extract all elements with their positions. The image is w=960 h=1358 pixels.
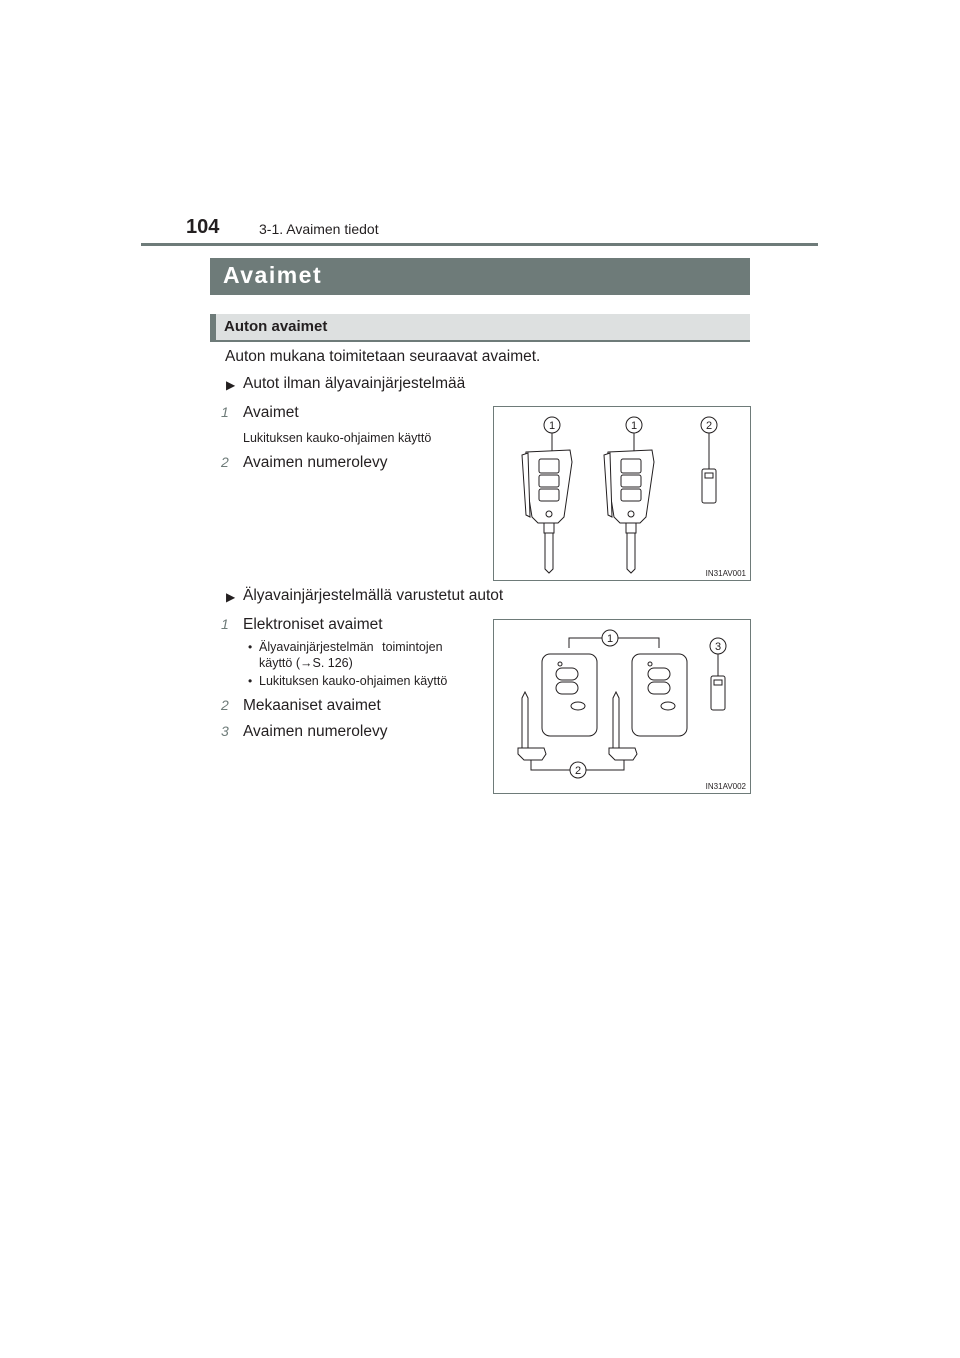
bullet-text: käyttö (→S. 126) <box>259 656 353 670</box>
page-number: 104 <box>186 216 220 238</box>
group1-heading: Autot ilman älyavainjärjestelmää <box>243 375 466 392</box>
figure-keys-smart <box>493 619 751 794</box>
figure-code: IN31AV002 <box>705 782 746 791</box>
section-label: 3-1. Avaimen tiedot <box>259 221 379 237</box>
figure-keys-standard <box>493 406 751 581</box>
item-label: Avaimet <box>243 404 299 421</box>
header-rule <box>141 243 818 246</box>
intro-text: Auton mukana toimitetaan seuraavat avaimet. <box>225 348 541 365</box>
item-label: Elektroniset avaimet <box>243 616 383 633</box>
smart-keys-illustration <box>494 620 750 793</box>
page-title: Avaimet <box>223 262 323 288</box>
item-number: 2 <box>221 697 229 713</box>
group2-heading: Älyavainjärjestelmällä varustetut autot <box>243 587 504 604</box>
callout-label: 2 <box>574 765 582 777</box>
triangle-bullet-icon: ▶ <box>226 590 236 604</box>
figure-code: IN31AV001 <box>705 569 746 578</box>
bullet-dot-icon: • <box>248 640 253 654</box>
bullet-text: Lukituksen kauko-ohjaimen käyttö <box>259 674 448 688</box>
keys-illustration <box>494 407 750 580</box>
item-number: 1 <box>221 404 229 420</box>
item-number: 1 <box>221 616 229 632</box>
item-number: 2 <box>221 454 229 470</box>
callout-label: 1 <box>630 420 638 432</box>
callout-label: 2 <box>705 420 713 432</box>
item-label: Avaimen numerolevy <box>243 454 388 471</box>
triangle-bullet-icon: ▶ <box>226 378 236 392</box>
item-note: Lukituksen kauko-ohjaimen käyttö <box>243 431 432 445</box>
item-label: Avaimen numerolevy <box>243 723 388 740</box>
subsection-bar <box>210 314 750 342</box>
callout-label: 1 <box>548 420 556 432</box>
subsection-title: Auton avaimet <box>224 318 328 335</box>
callout-label: 3 <box>714 641 722 653</box>
bullet-dot-icon: • <box>248 674 253 688</box>
callout-label: 1 <box>606 633 614 645</box>
title-bar <box>210 258 750 295</box>
item-number: 3 <box>221 723 229 739</box>
item-label: Mekaaniset avaimet <box>243 697 381 714</box>
bullet-text: Älyavainjärjestelmän toimintojen <box>259 640 443 654</box>
